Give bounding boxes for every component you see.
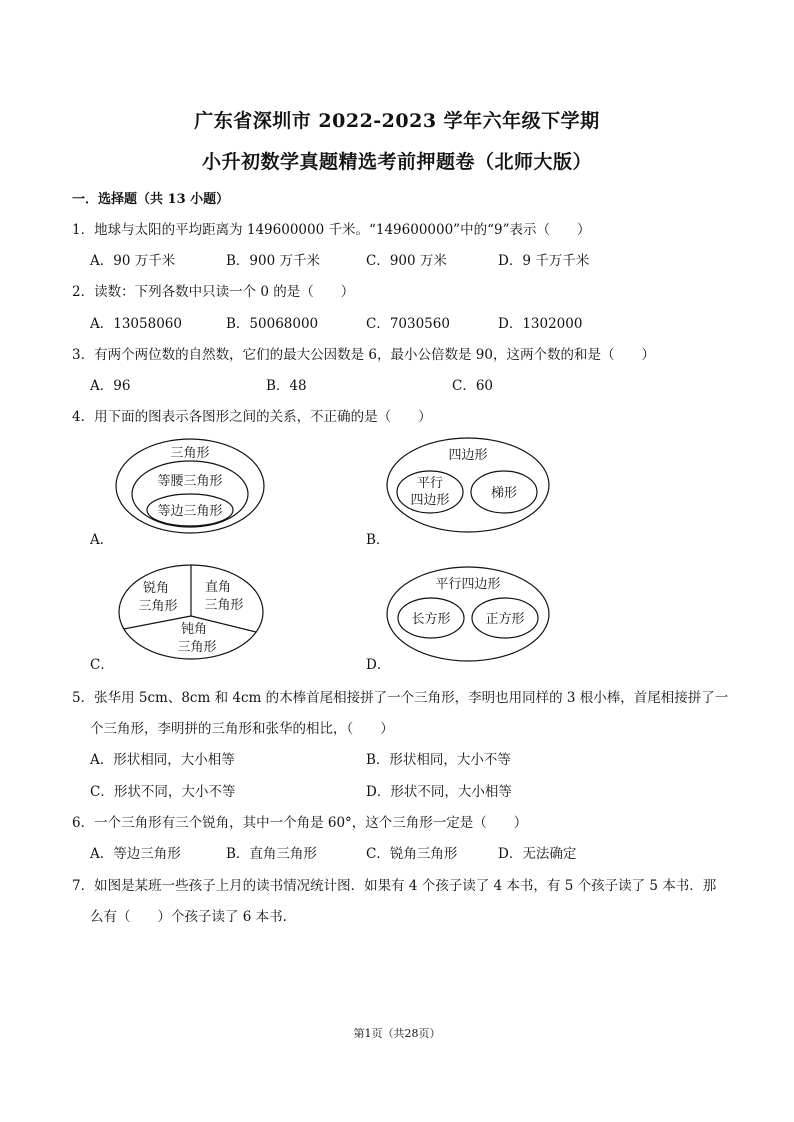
diagram-a-label-3: 等边三角形 (157, 504, 223, 519)
q5-option-c: C．形状不同，大小不等 (90, 784, 236, 800)
diagram-c-label-2: 三角形 (138, 599, 178, 614)
q6-option-c: C．锐角三角形 (366, 846, 458, 862)
q4-option-a: A． (90, 532, 114, 548)
question-1-stem: 1．地球与太阳的平均距离为 149600000 千米。“149600000”中的“9”表示（ ） (72, 222, 591, 238)
question-3-stem: 3．有两个两位数的自然数，它们的最大公因数是 6，最小公倍数是 90，这两个数的和是（ ） (72, 347, 655, 363)
diagram-c (118, 564, 264, 660)
q3-option-a: A．96 (90, 378, 131, 394)
q1-option-a: A．90 万千米 (90, 253, 176, 269)
q4-option-b: B． (366, 532, 390, 548)
diagram-b-label-2: 平行 (416, 476, 444, 491)
diagram-a (115, 438, 265, 534)
diagram-c-label-3: 直角 (204, 580, 232, 595)
diagram-d (386, 566, 550, 662)
diagram-b (386, 437, 550, 533)
q5-option-b: B．形状相同，大小不等 (366, 752, 511, 768)
q2-option-b: B．50068000 (226, 316, 319, 332)
q3-option-c: C．60 (452, 378, 494, 394)
q1-option-d: D．9 千万千米 (498, 253, 590, 269)
q4-option-c: C． (90, 657, 114, 673)
page-footer: 第1页（共28页） (353, 1027, 441, 1040)
q2-option-a: A．13058060 (90, 316, 182, 332)
question-4-stem: 4．用下面的图表示各图形之间的关系，不正确的是（ ） (72, 409, 432, 425)
question-2-stem: 2．读数：下列各数中只读一个 0 的是（ ） (72, 284, 355, 300)
q2-option-c: C．7030560 (366, 316, 450, 332)
diagram-a-label-1: 三角形 (170, 446, 210, 461)
q2-option-d: D．1302000 (498, 316, 583, 332)
diagram-b-label-4: 梯形 (490, 486, 518, 501)
diagram-b-label-3: 四边形 (410, 493, 450, 508)
diagram-d-label-3: 正方形 (485, 612, 525, 627)
diagram-c-label-6: 三角形 (177, 640, 217, 655)
diagram-d-label-1: 平行四边形 (435, 577, 501, 592)
q5-option-a: A．形状相同，大小相等 (90, 752, 235, 768)
section-heading: 一．选择题（共 13 小题） (72, 192, 230, 207)
q6-option-a: A．等边三角形 (90, 846, 181, 862)
diagram-c-label-1: 锐角 (142, 581, 170, 596)
question-6-stem: 6．一个三角形有三个锐角，其中一个角是 60°，这个三角形一定是（ ） (72, 815, 528, 831)
title-line-2: 小升初数学真题精选考前押题卷（北师大版） (201, 151, 592, 173)
question-7-stem-line-1: 7．如图是某班一些孩子上月的读书情况统计图．如果有 4 个孩子读了 4 本书，有 5 个孩子读了 5 本书．那 (72, 878, 717, 894)
diagram-c-label-5: 钝角 (180, 622, 208, 637)
q6-option-b: B．直角三角形 (226, 846, 317, 862)
diagram-b-label-1: 四边形 (448, 448, 488, 463)
diagram-d-label-2: 长方形 (411, 612, 451, 627)
q1-option-b: B．900 万千米 (226, 253, 320, 269)
q5-option-d: D．形状不同，大小相等 (366, 784, 512, 800)
diagram-a-label-2: 等腰三角形 (157, 474, 223, 489)
question-7-stem-line-2: 么有（ ）个孩子读了 6 本书. (90, 909, 287, 925)
question-5-stem-line-2: 个三角形，李明拼的三角形和张华的相比，（ ） (90, 721, 394, 737)
q6-option-d: D．无法确定 (498, 846, 577, 862)
q4-option-d: D． (366, 657, 391, 673)
question-5-stem-line-1: 5．张华用 5cm、8cm 和 4cm 的木棒首尾相接拼了一个三角形，李明也用同样的 3 根小棒，首尾相接拼了一 (72, 690, 729, 706)
q3-option-b: B．48 (266, 378, 307, 394)
q1-option-c: C．900 万米 (366, 253, 447, 269)
title-line-1: 广东省深圳市 2022-2023 学年六年级下学期 (194, 110, 600, 132)
diagram-c-label-4: 三角形 (204, 598, 244, 613)
